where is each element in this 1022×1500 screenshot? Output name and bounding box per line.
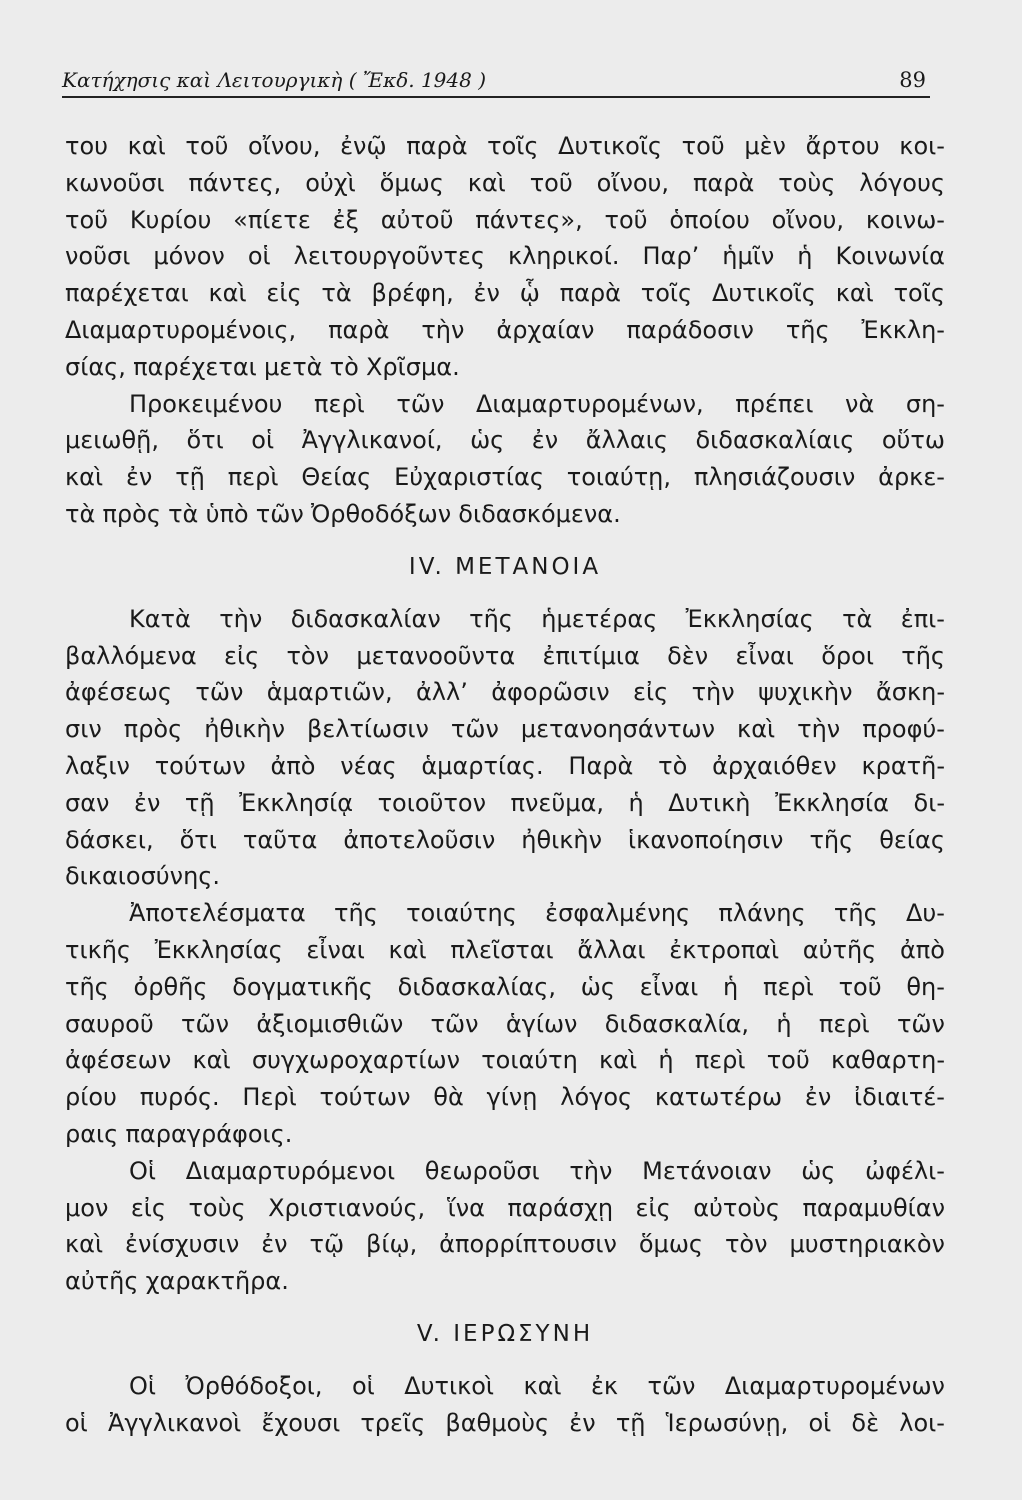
text-line: Κατὰ τὴν διδασκαλίαν τῆς ἡμετέρας Ἐκκλησίας τὰ ἐπι- (129, 604, 945, 633)
text-line: ἀφέσεων καὶ συγχωροχαρτίων τοιαύτη καὶ ἡ περὶ τοῦ καθαρτη- (65, 1046, 945, 1075)
text-line: σίας, παρέχεται μετὰ τὸ Χρῖσμα. (65, 352, 460, 381)
text-line: κωνοῦσι πάντες, οὐχὶ ὅμως καὶ τοῦ οἴνου, παρὰ τοὺς λόγους (65, 168, 945, 197)
text-line: σιν πρὸς ἠθικὴν βελτίωσιν τῶν μετανοησάντων καὶ τὴν προφύ- (65, 715, 945, 744)
text-line: Οἱ Ὀρθόδοξοι, οἱ Δυτικοὶ καὶ ἐκ τῶν Διαμαρτυρομένων (129, 1371, 945, 1400)
text-line: του καὶ τοῦ οἴνου, ἐνῷ παρὰ τοῖς Δυτικοῖς τοῦ μὲν ἄρτου κοι- (65, 132, 945, 160)
text-line: σαυροῦ τῶν ἀξιομισθιῶν τῶν ἁγίων διδασκαλία, ἡ περὶ τῶν (65, 1009, 945, 1038)
running-header (62, 62, 930, 98)
page-number: 89 (899, 68, 926, 92)
body-text (65, 128, 945, 1442)
text-line: οἱ Ἀγγλικανοὶ ἔχουσι τρεῖς βαθμοὺς ἐν τῇ Ἱερωσύνῃ, οἱ δὲ λοι- (65, 1408, 945, 1437)
text-line: καὶ ἐν τῇ περὶ Θείας Εὐχαριστίας τοιαύτῃ, πλησιάζουσιν ἀρκε- (65, 463, 945, 492)
text-line: ἀφέσεως τῶν ἁμαρτιῶν, ἀλλ’ ἀφορῶσιν εἰς τὴν ψυχικὴν ἄσκη- (65, 678, 945, 707)
text-line: τῆς ὀρθῆς δογματικῆς διδασκαλίας, ὡς εἶναι ἡ περὶ τοῦ θη- (65, 972, 945, 1001)
text-line: μειωθῇ, ὅτι οἱ Ἀγγλικανοί, ὡς ἐν ἄλλαις διδασκαλίαις οὕτω (65, 426, 945, 455)
text-line: δικαιοσύνης. (65, 862, 221, 891)
section-heading: IV. ΜΕΤΑΝΟΙΑ (408, 553, 602, 580)
text-line: τὰ πρὸς τὰ ὑπὸ τῶν Ὀρθοδόξων διδασκόμενα. (65, 499, 621, 528)
text-line: τικῆς Ἐκκλησίας εἶναι καὶ πλεῖσται ἄλλαι ἐκτροπαὶ αὐτῆς ἀπὸ (65, 935, 945, 964)
running-title: Κατήχησις καὶ Λειτουργικὴ ( Ἔκδ. 1948 ) (62, 68, 487, 92)
text-line: Διαμαρτυρομένοις, παρὰ τὴν ἀρχαίαν παράδοσιν τῆς Ἐκκλη- (65, 315, 945, 344)
text-line: τοῦ Κυρίου «πίετε ἐξ αὐτοῦ πάντες», τοῦ ὁποίου οἴνου, κοινω- (65, 205, 945, 234)
text-line: ρίου πυρός. Περὶ τούτων θὰ γίνῃ λόγος κατωτέρω ἐν ἰδιαιτέ- (65, 1083, 945, 1112)
text-line: νοῦσι μόνον οἱ λειτουργοῦντες κληρικοί. Παρ’ ἡμῖν ἡ Κοινωνία (65, 242, 945, 271)
text-line: μον εἰς τοὺς Χριστιανούς, ἵνα παράσχῃ εἰς αὐτοὺς παραμυθίαν (65, 1193, 945, 1222)
text-line: αὐτῆς χαρακτῆρα. (65, 1267, 289, 1296)
text-line: παρέχεται καὶ εἰς τὰ βρέφη, ἐν ᾧ παρὰ τοῖς Δυτικοῖς καὶ τοῖς (65, 279, 945, 308)
text-line: ραις παραγράφοις. (65, 1119, 293, 1148)
text-line: δάσκει, ὅτι ταῦτα ἀποτελοῦσιν ἠθικὴν ἱκανοποίησιν τῆς θείας (65, 825, 945, 854)
text-line: Προκειμένου περὶ τῶν Διαμαρτυρομένων, πρέπει νὰ ση- (129, 389, 945, 418)
text-line: καὶ ἐνίσχυσιν ἐν τῷ βίῳ, ἀπορρίπτουσιν ὅμως τὸν μυστηριακὸν (65, 1230, 945, 1259)
text-line: βαλλόμενα εἰς τὸν μετανοοῦντα ἐπιτίμια δὲν εἶναι ὅροι τῆς (65, 641, 945, 670)
text-line: Ἀποτελέσματα τῆς τοιαύτης ἐσφαλμένης πλάνης τῆς Δυ- (129, 899, 945, 928)
text-line: Οἱ Διαμαρτυρόμενοι θεωροῦσι τὴν Μετάνοιαν ὡς ὠφέλι- (129, 1156, 945, 1185)
text-line: λαξιν τούτων ἀπὸ νέας ἁμαρτίας. Παρὰ τὸ ἀρχαιόθεν κρατῆ- (65, 751, 945, 780)
text-line: σαν ἐν τῇ Ἐκκλησίᾳ τοιοῦτον πνεῦμα, ἡ Δυτικὴ Ἐκκλησία δι- (65, 788, 945, 817)
section-heading: V. ΙΕΡΩΣΥΝΗ (416, 1320, 594, 1347)
